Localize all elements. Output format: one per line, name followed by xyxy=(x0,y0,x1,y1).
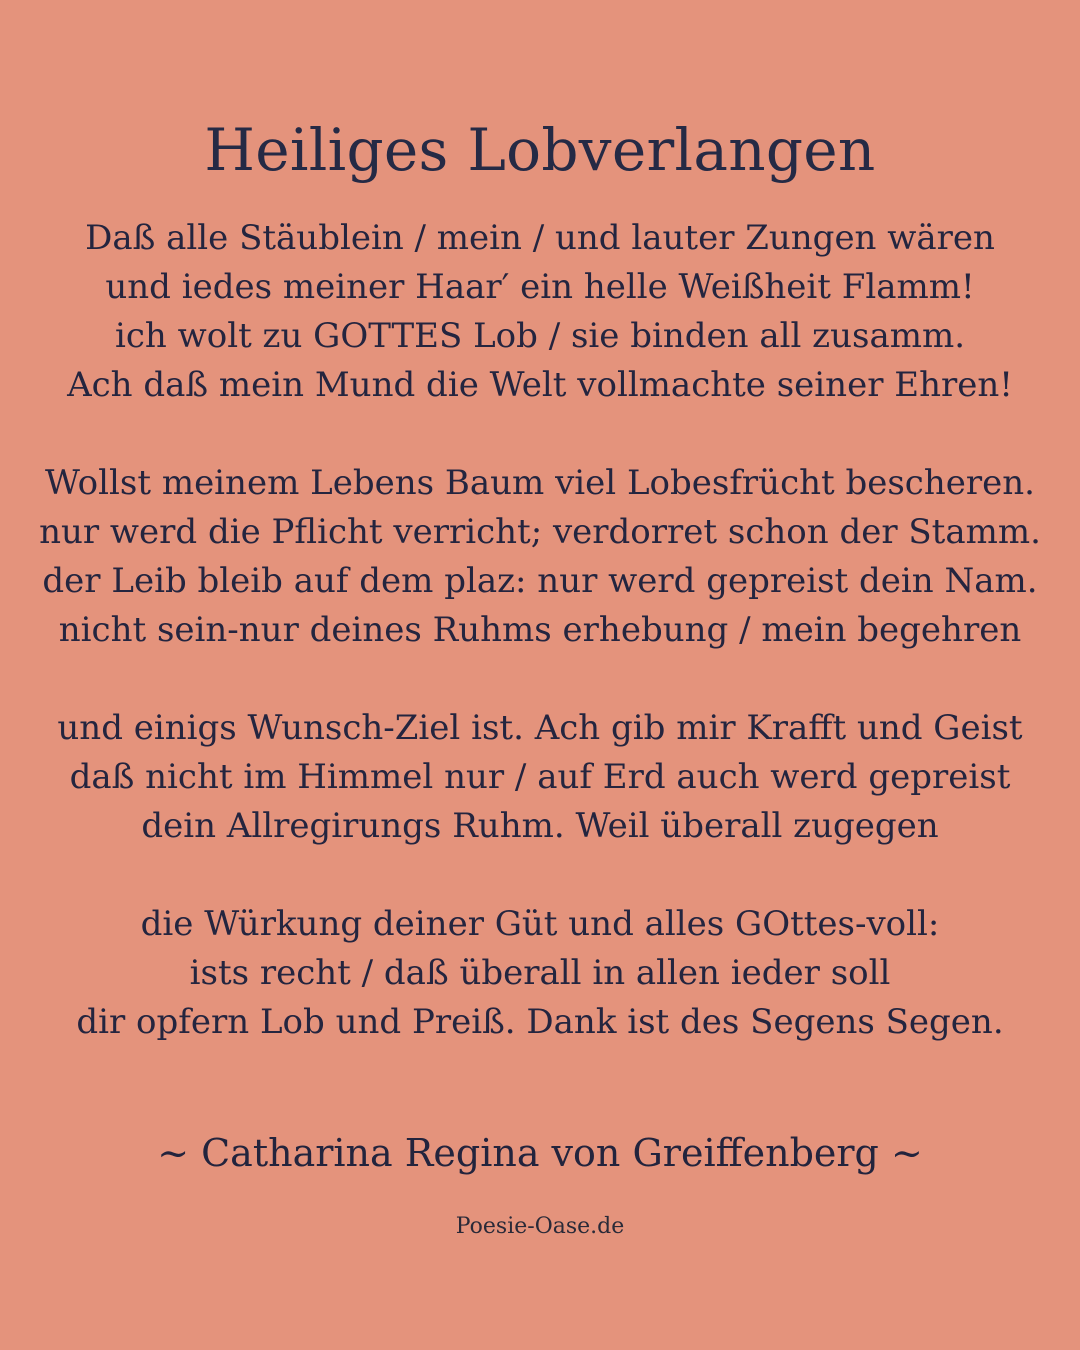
poem-line: und iedes meiner Haar′ ein helle Weißheit Flamm! xyxy=(105,267,975,307)
poem-line: ists recht / daß überall in allen ieder soll xyxy=(189,953,891,993)
poem-line: dir opfern Lob und Preiß. Dank ist des Segens Segen. xyxy=(76,1002,1004,1042)
poem-title: Heiliges Lobverlangen xyxy=(204,116,876,184)
author-line: ~ Catharina Regina von Greiffenberg ~ xyxy=(157,1131,923,1175)
poem-line: ich wolt zu GOTTES Lob / sie binden all zusamm. xyxy=(115,316,965,356)
poem-line: und einigs Wunsch-Ziel ist. Ach gib mir Krafft und Geist xyxy=(57,708,1023,748)
poem-line: Daß alle Stäublein / mein / und lauter Zungen wären xyxy=(85,218,995,258)
poem-line: daß nicht im Himmel nur / auf Erd auch werd gepreist xyxy=(69,757,1011,797)
poem-line: Wollst meinem Lebens Baum viel Lobesfrücht bescheren. xyxy=(45,463,1035,503)
stanza-4 xyxy=(30,900,1050,1047)
poem-line: nur werd die Pflicht verricht; verdorret schon der Stamm. xyxy=(39,512,1041,552)
poem-line: die Würkung deiner Güt und alles GOttes-voll: xyxy=(140,904,940,944)
poem-body xyxy=(30,214,1050,1047)
stanza-1 xyxy=(30,214,1050,410)
poem-line: nicht sein-nur deines Ruhms erhebung / mein begehren xyxy=(58,610,1022,650)
poem-line: Ach daß mein Mund die Welt vollmachte seiner Ehren! xyxy=(67,365,1013,405)
stanza-2 xyxy=(30,459,1050,655)
source-credit: Poesie-Oase.de xyxy=(455,1214,625,1239)
poem-line: der Leib bleib auf dem plaz: nur werd gepreist dein Nam. xyxy=(42,561,1038,601)
poem-line: dein Allregirungs Ruhm. Weil überall zugegen xyxy=(141,806,939,846)
stanza-3 xyxy=(30,704,1050,851)
